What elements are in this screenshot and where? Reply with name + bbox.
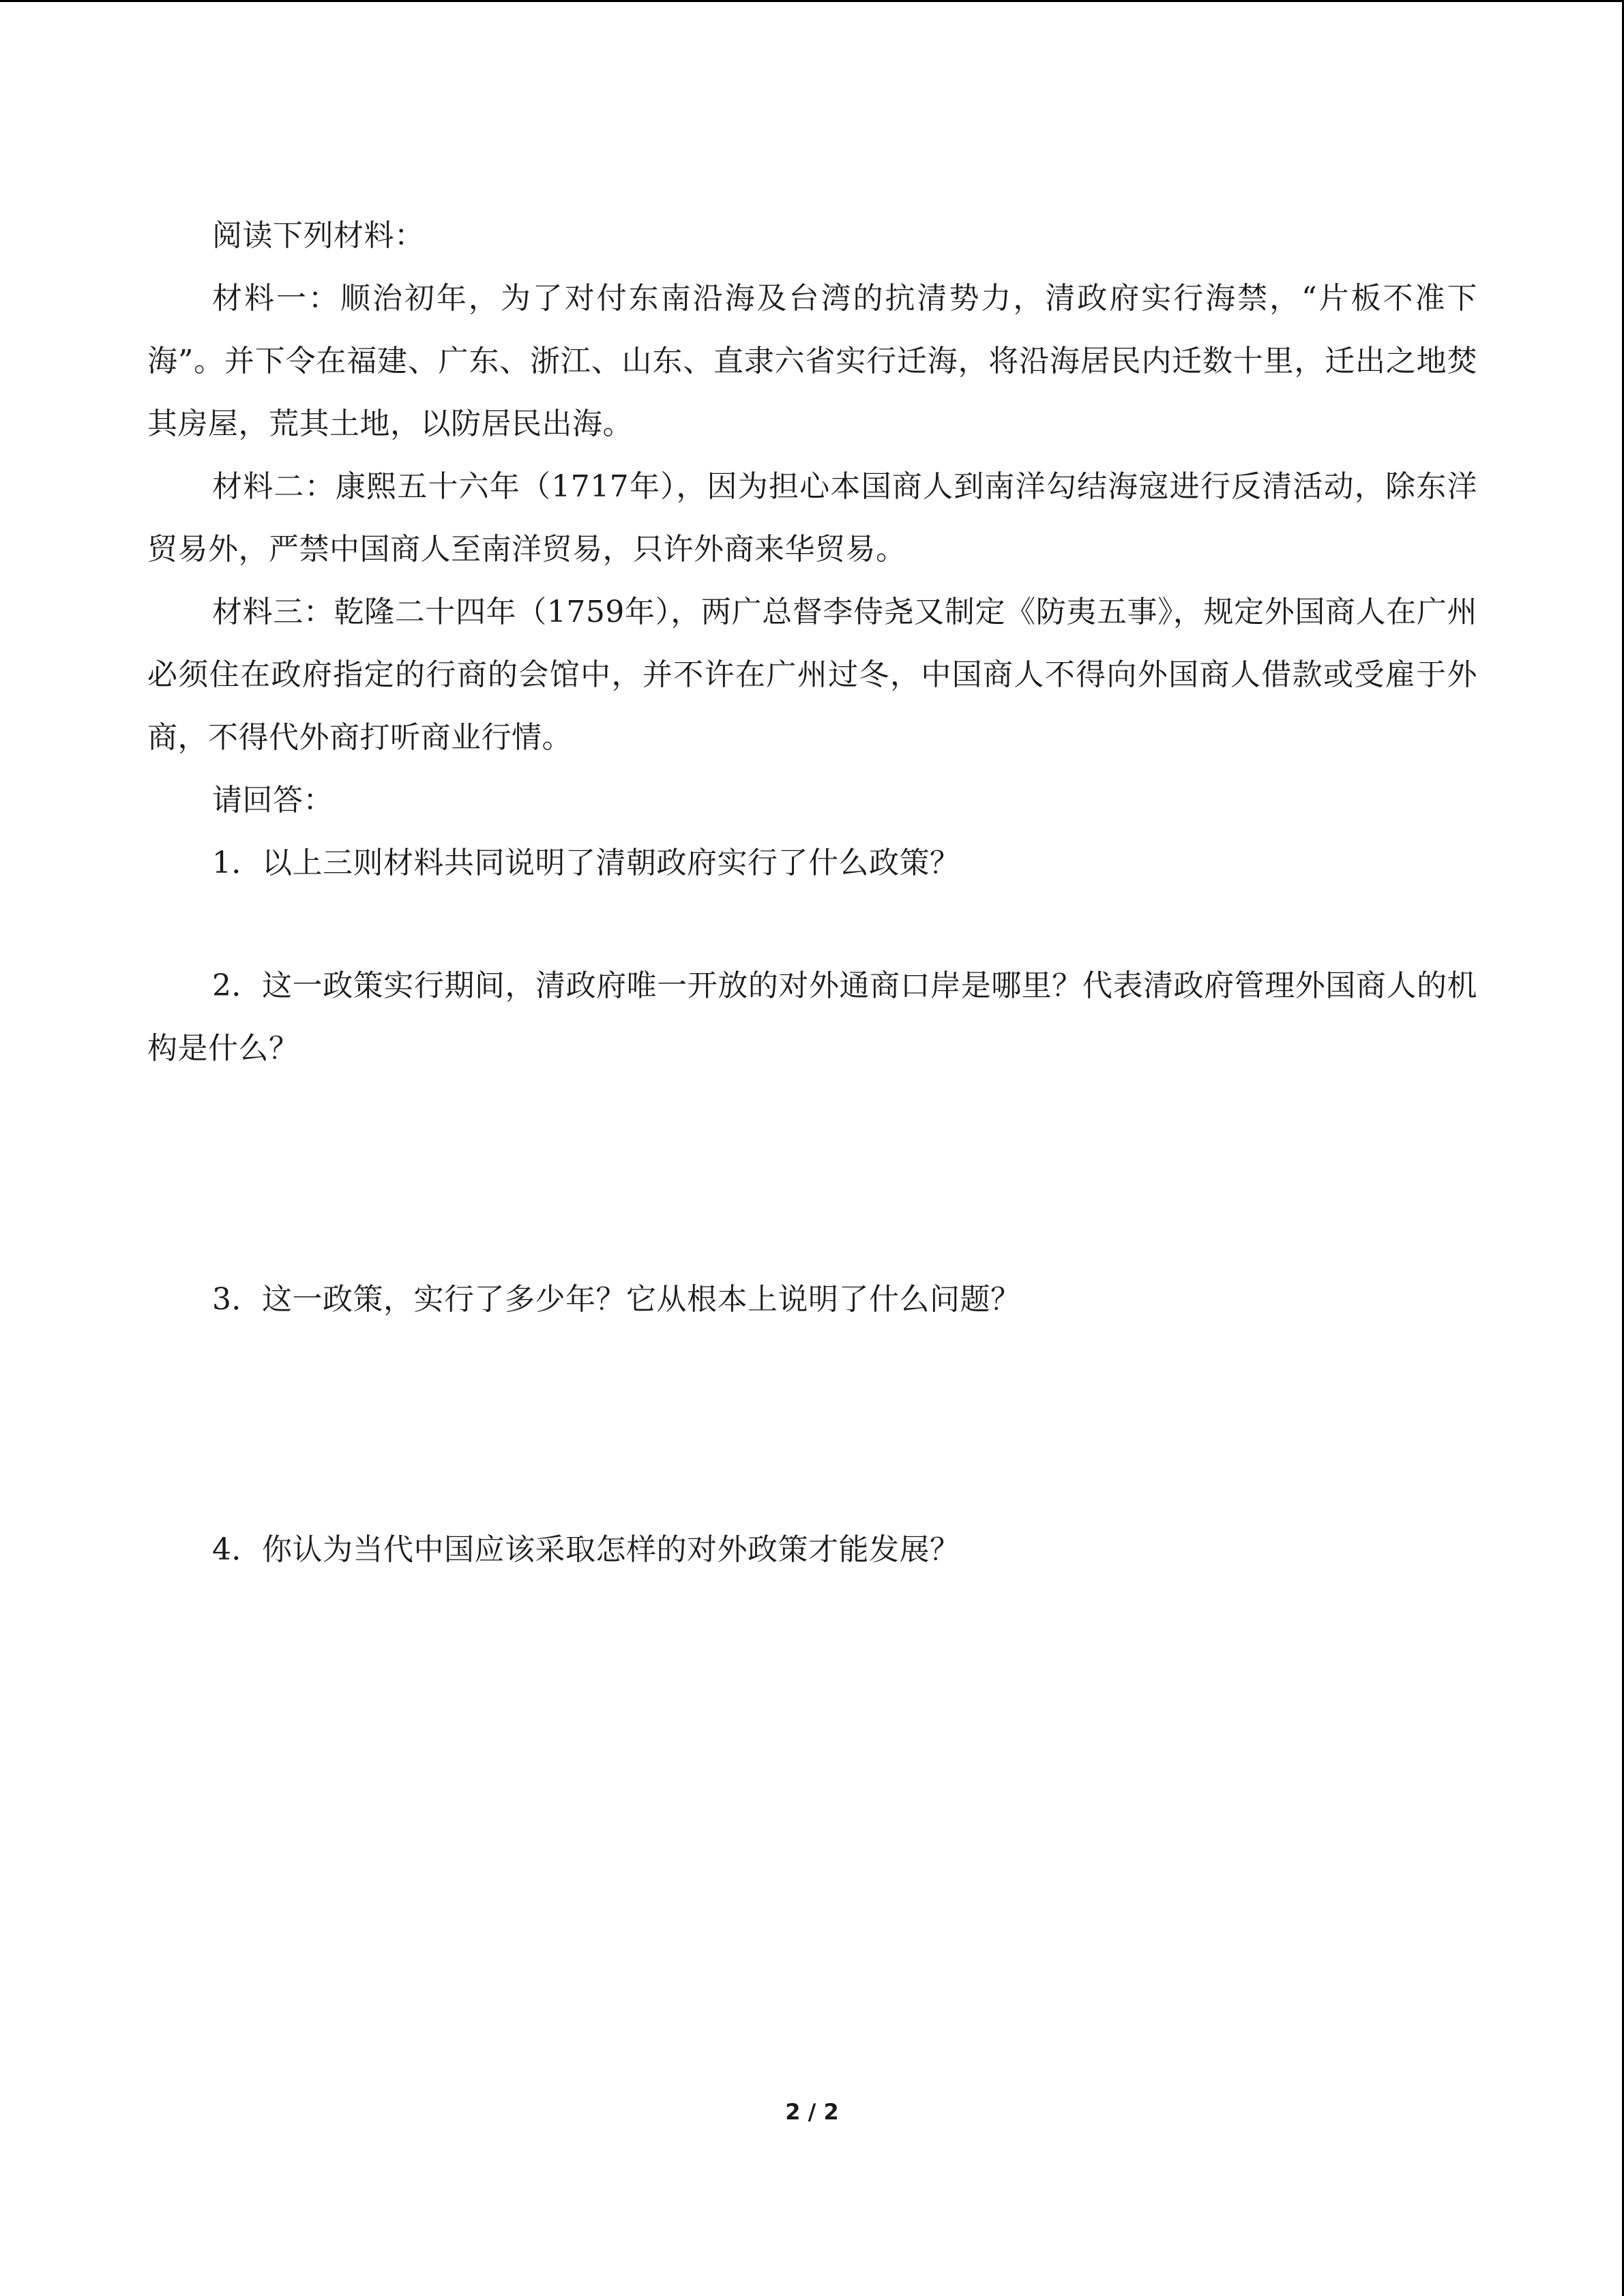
material-three: 材料三：乾隆二十四年（1759年），两广总督李侍尧又制定《防夷五事》，规定外国商人在广州必须住在政府指定的行商的会馆中，并不许在广州过冬，中国商人不得向外国商人借款或受雇于外商，不得代外商打听商业行情。 xyxy=(147,595,1477,755)
document-body xyxy=(147,205,1477,1581)
page-number: 2 / 2 xyxy=(785,2099,839,2125)
question-3: 3．这一政策，实行了多少年？它从根本上说明了什么问题？ xyxy=(212,1282,1021,1317)
question-4: 4．你认为当代中国应该采取怎样的对外政策才能发展？ xyxy=(212,1532,960,1567)
answer-space-3 xyxy=(147,1331,1477,1519)
question-1: 1．以上三则材料共同说明了清朝政府实行了什么政策？ xyxy=(212,846,960,880)
page-border-top xyxy=(0,0,1624,2)
question-2: 2．这一政策实行期间，清政府唯一开放的对外通商口岸是哪里？代表清政府管理外国商人的机构是什么？ xyxy=(147,968,1477,1066)
answer-space-1 xyxy=(147,895,1477,955)
material-two: 材料二：康熙五十六年（1717年），因为担心本国商人到南洋勾结海寇进行反清活动，除东洋贸易外，严禁中国商人至南洋贸易，只许外商来华贸易。 xyxy=(147,469,1477,567)
intro-text: 阅读下列材料： xyxy=(212,218,425,253)
material-one: 材料一：顺治初年，为了对付东南沿海及台湾的抗清势力，清政府实行海禁，“片板不准下海”。并下令在福建、广东、浙江、山东、直隶六省实行迁海，将沿海居民内迁数十里，迁出之地焚其房屋，荒其土地，以防居民出海。 xyxy=(147,281,1477,441)
answer-space-2 xyxy=(147,1080,1477,1268)
answer-prompt: 请回答： xyxy=(212,783,334,818)
